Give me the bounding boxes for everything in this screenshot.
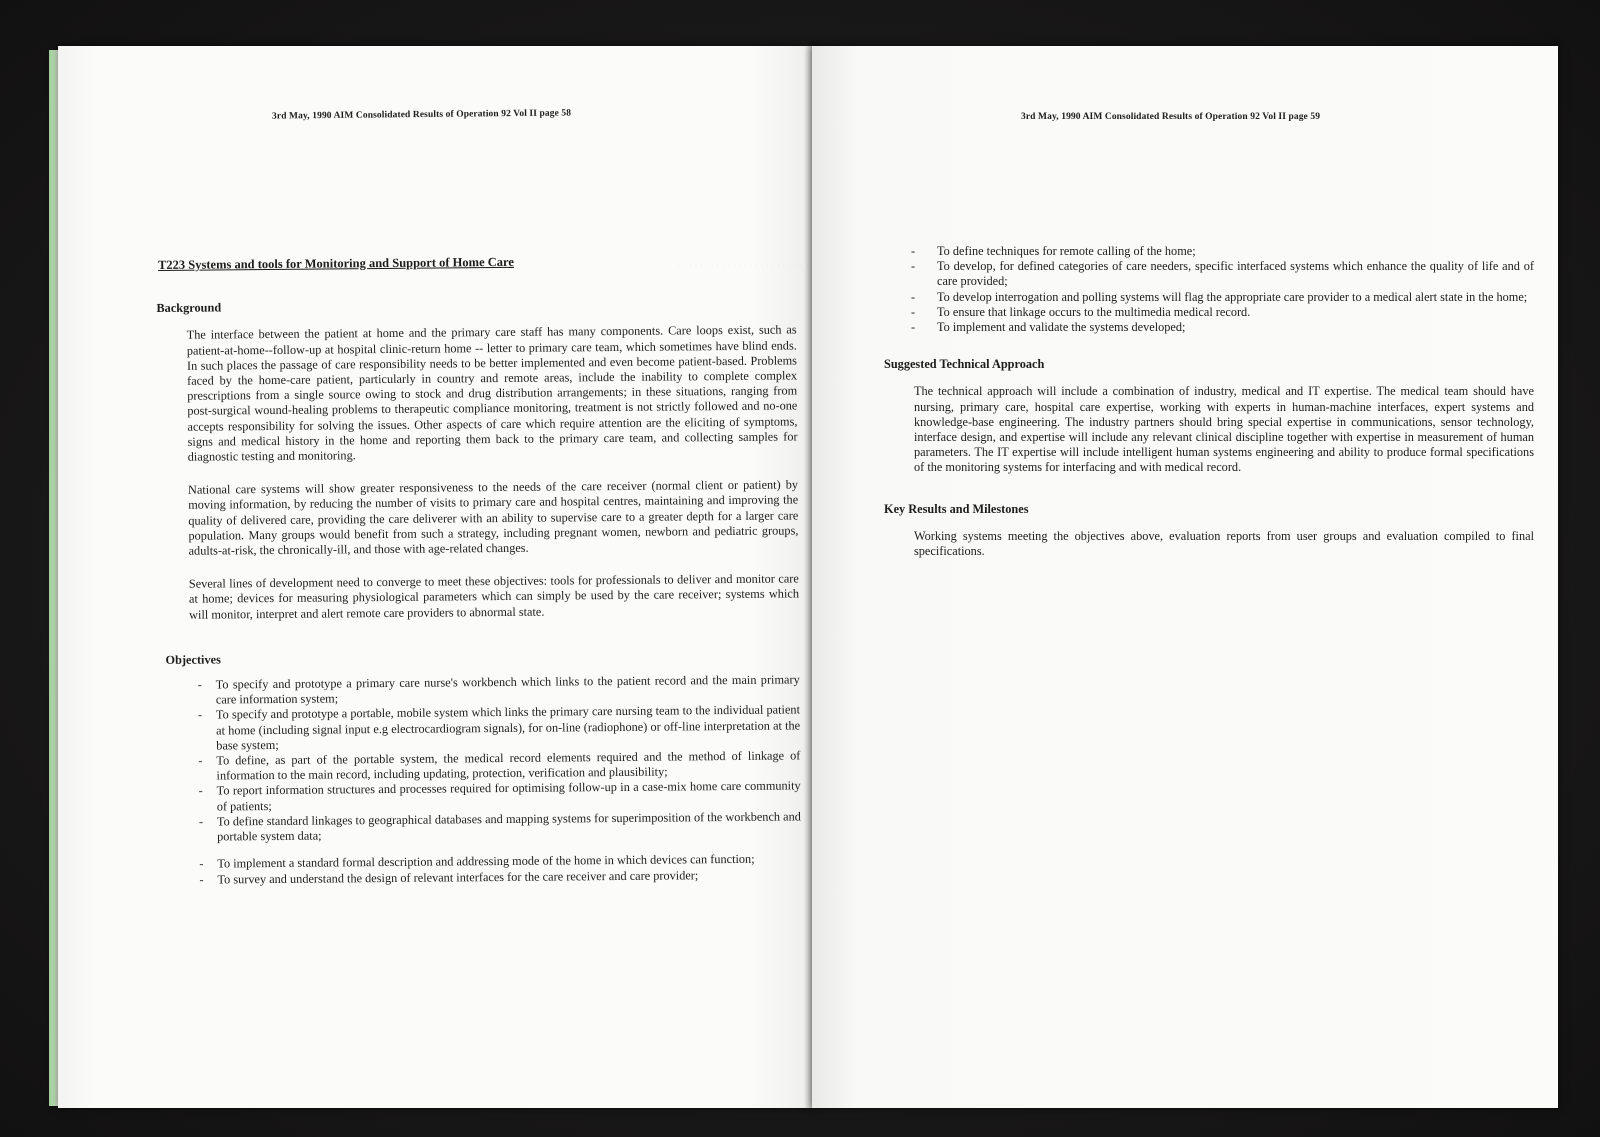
list-item bbox=[160, 703, 800, 754]
objective-text: To define standard linkages to geographical databases and mapping systems for superimposition of the workbench and portable system data; bbox=[216, 809, 801, 844]
objective-text: To ensure that linkage occurs to the multimedia medical record. bbox=[937, 304, 1251, 319]
list-item bbox=[884, 290, 1534, 305]
objectives-heading: Objectives bbox=[165, 652, 221, 667]
objective-text: To develop interrogation and polling systems will flag the appropriate care provider to a medical alert state in the home; bbox=[937, 289, 1528, 304]
background-heading: Background bbox=[156, 300, 222, 316]
list-dash: - bbox=[911, 320, 916, 335]
list-dash: - bbox=[911, 304, 916, 319]
list-dash: - bbox=[198, 753, 203, 768]
objective-text: To report information structures and processes required for optimising follow-up in a case-mix home care community of patients; bbox=[216, 778, 801, 814]
list-item bbox=[884, 259, 1534, 289]
approach-paragraph: The technical approach will include a combination of industry, medical and IT expertise. The medical team should have nursing, primary care, hospital care expertise, working with experts in human-machine interfaces, expert systems and knowledge-base engineering. The industry partners should bring special expertise in communications, sensor technology, interface design, and expertise will include any relevant clinical discipline together with expertise in measurement of human parameters. The IT expertise will include intelligent human systems engineering and ability to produce formal specifications of the monitoring systems for interfacing and with medical record. bbox=[914, 384, 1534, 475]
list-dash: - bbox=[911, 244, 916, 258]
background-paragraph: Several lines of development need to converge to meet these objectives: tools for professionals to deliver and monitor care at home; devices for measuring physiological parameters which can simply be used by the care receiver; systems which will monitor, interpret and alert remote care providers to abnormal state. bbox=[188, 571, 800, 622]
list-item bbox=[884, 305, 1534, 320]
section-title: T223 Systems and tools for Monitoring and Support of Home Care bbox=[157, 254, 514, 272]
objective-text: To implement a standard formal description and addressing mode of the home in which devices can function; bbox=[217, 852, 755, 871]
results-heading: Key Results and Milestones bbox=[884, 501, 1029, 516]
list-item bbox=[161, 809, 801, 845]
objective-text: To define techniques for remote calling of the home; bbox=[937, 244, 1196, 258]
right-page bbox=[812, 46, 1558, 1108]
objectives-list bbox=[160, 672, 801, 845]
list-dash: - bbox=[197, 708, 203, 723]
background-paragraph: The interface between the patient at home and the primary care staff has many components. Care loops exist, such as patient-at-home--follow-up at hospital clinic-return home -- letter to primary care team, which sometimes have blind ends. In such places the passage of care responsibility needs to be better implemented and even become patient-based. Problems faced by the home-care patient, particularly in country and remote areas, include the inability to complete complex prescriptions from a single source owing to stock and drug distribution arrangements; in these situations, ranging from post-surgical wound-healing problems to therapeutic compliance monitoring, treatment is not strictly followed and no-one accepts responsibility for solving the issues. Other aspects of care which require attention are the eliciting of symptoms, signs and medical history in the home and reporting them back to the primary care team, and collecting samples for diagnostic testing and monitoring. bbox=[186, 322, 798, 464]
objective-text: To survey and understand the design of relevant interfaces for the care receiver and care provider; bbox=[217, 867, 699, 886]
results-paragraph: Working systems meeting the objectives above, evaluation reports from user groups and evaluation compiled to final specifications. bbox=[914, 528, 1534, 559]
book-edge bbox=[49, 50, 58, 1106]
left-page-body bbox=[156, 252, 801, 887]
list-dash: - bbox=[911, 259, 916, 274]
left-page-header: 3rd May, 1990 AIM Consolidated Results of Operation 92 Vol II page 58 bbox=[271, 108, 572, 122]
background-paragraph: National care systems will show greater responsiveness to the needs of the care receiver (normal client or patient) by moving information, by reducing the number of visits to primary care and hospital centres, maintaining and improving the quality of delivered care, providing the care deliverer with an ability to supervise care to a greater depth for a larger care population. Many groups would benefit from such a strategy, including pregnant women, newborn and pediatric groups, adults-at-risk, the chronically-ill, and those with age-related changes. bbox=[187, 477, 799, 558]
left-page bbox=[58, 46, 812, 1108]
list-dash: - bbox=[911, 289, 916, 304]
list-dash: - bbox=[197, 677, 202, 692]
approach-heading: Suggested Technical Approach bbox=[884, 357, 1045, 372]
right-page-body bbox=[884, 244, 1534, 577]
list-dash: - bbox=[198, 784, 203, 799]
objectives-list-continued bbox=[161, 852, 801, 888]
right-page-header: 3rd May, 1990 AIM Consolidated Results of Operation 92 Vol II page 59 bbox=[1021, 112, 1321, 122]
objective-text: To develop, for defined categories of care needers, specific interfaced systems which enhance the quality of life and of care provided; bbox=[937, 259, 1534, 289]
list-dash: - bbox=[199, 872, 204, 887]
list-dash: - bbox=[198, 814, 204, 829]
objective-text: To define, as part of the portable system, the medical record elements required and the method of linkage of information to the main record, including updating, protection, verification and plausibility; bbox=[216, 748, 801, 783]
objectives-list-right bbox=[884, 244, 1534, 335]
objective-text: To specify and prototype a portable, mobile system which links the primary care nursing team to the individual patient at home (including signal input e.g electrocardiogram signals), for on-line (radiophone) or off-line interpretation at the base system; bbox=[215, 702, 801, 753]
list-dash: - bbox=[199, 856, 204, 871]
list-item bbox=[884, 244, 1534, 259]
list-item bbox=[884, 320, 1534, 335]
objective-text: To implement and validate the systems developed; bbox=[937, 320, 1186, 335]
objective-text: To specify and prototype a primary care nurse's workbench which links to the patient record and the main primary care information system; bbox=[215, 672, 800, 707]
